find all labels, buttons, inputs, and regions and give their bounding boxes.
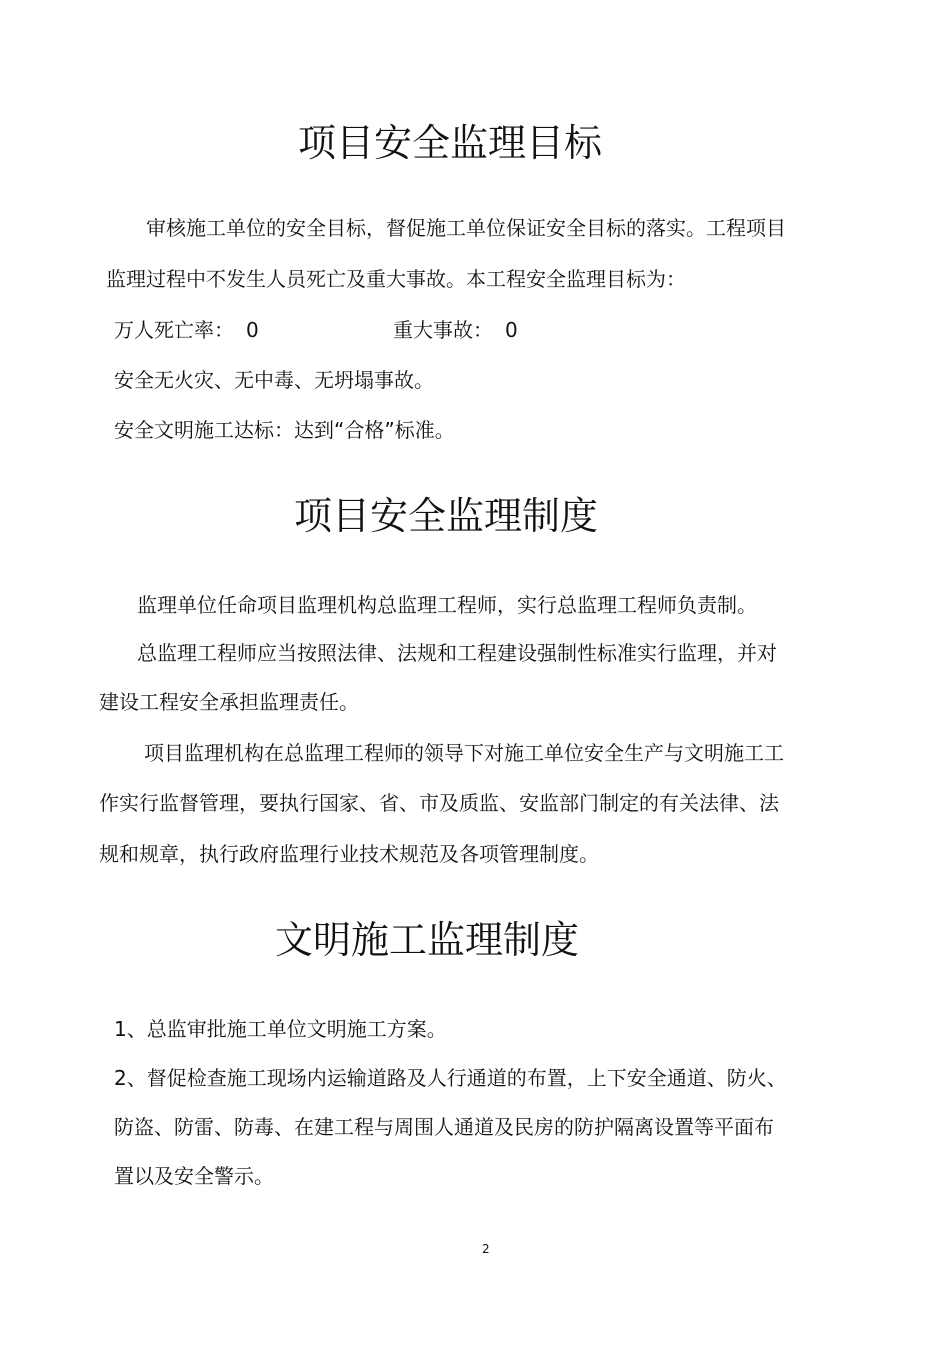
safety-goals-paragraph-line-2: 监理过程中不发生人员死亡及重大事故。本工程安全监理目标为： bbox=[106, 267, 686, 291]
major-accident-row bbox=[393, 317, 518, 343]
civilized-item-1: 1、总监审批施工单位文明施工方案。 bbox=[114, 1017, 447, 1041]
page-number: 2 bbox=[482, 1242, 490, 1256]
fatality-rate-value: 0 bbox=[246, 318, 259, 342]
civilized-construction-standard-line: 安全文明施工达标：达到“合格”标准。 bbox=[114, 418, 455, 442]
safety-goals-paragraph-line-1: 审核施工单位的安全目标，督促施工单位保证安全目标的落实。工程项目 bbox=[146, 216, 786, 240]
safety-system-paragraph-3-line-2: 作实行监督管理，要执行国家、省、市及质监、安监部门制定的有关法律、法 bbox=[99, 791, 779, 815]
safety-system-paragraph-3-line-1: 项目监理机构在总监理工程师的领导下对施工单位安全生产与文明施工工 bbox=[144, 741, 784, 765]
safety-system-paragraph-3-line-3: 规和规章，执行政府监理行业技术规范及各项管理制度。 bbox=[99, 842, 599, 866]
fatality-rate-row bbox=[114, 317, 259, 343]
section-title-safety-system: 项目安全监理制度 bbox=[294, 494, 599, 538]
no-fire-poisoning-collapse-line: 安全无火灾、无中毒、无坍塌事故。 bbox=[114, 368, 434, 392]
safety-system-paragraph-1: 监理单位任命项目监理机构总监理工程师，实行总监理工程师负责制。 bbox=[137, 593, 757, 617]
civilized-item-2-line-2: 防盗、防雷、防毒、在建工程与周围人通道及民房的防护隔离设置等平面布 bbox=[114, 1115, 774, 1139]
section-title-safety-goals: 项目安全监理目标 bbox=[298, 121, 603, 165]
fatality-rate-label: 万人死亡率： bbox=[114, 318, 234, 342]
civilized-item-2-line-1: 2、督促检查施工现场内运输道路及人行通道的布置，上下安全通道、防火、 bbox=[114, 1066, 787, 1090]
section-title-civilized-construction-system: 文明施工监理制度 bbox=[275, 918, 580, 962]
major-accident-value: 0 bbox=[505, 318, 518, 342]
safety-system-paragraph-2-line-1: 总监理工程师应当按照法律、法规和工程建设强制性标准实行监理，并对 bbox=[137, 641, 777, 665]
major-accident-label: 重大事故： bbox=[393, 318, 493, 342]
civilized-item-2-line-3: 置以及安全警示。 bbox=[114, 1164, 274, 1188]
safety-system-paragraph-2-line-2: 建设工程安全承担监理责任。 bbox=[99, 690, 359, 714]
